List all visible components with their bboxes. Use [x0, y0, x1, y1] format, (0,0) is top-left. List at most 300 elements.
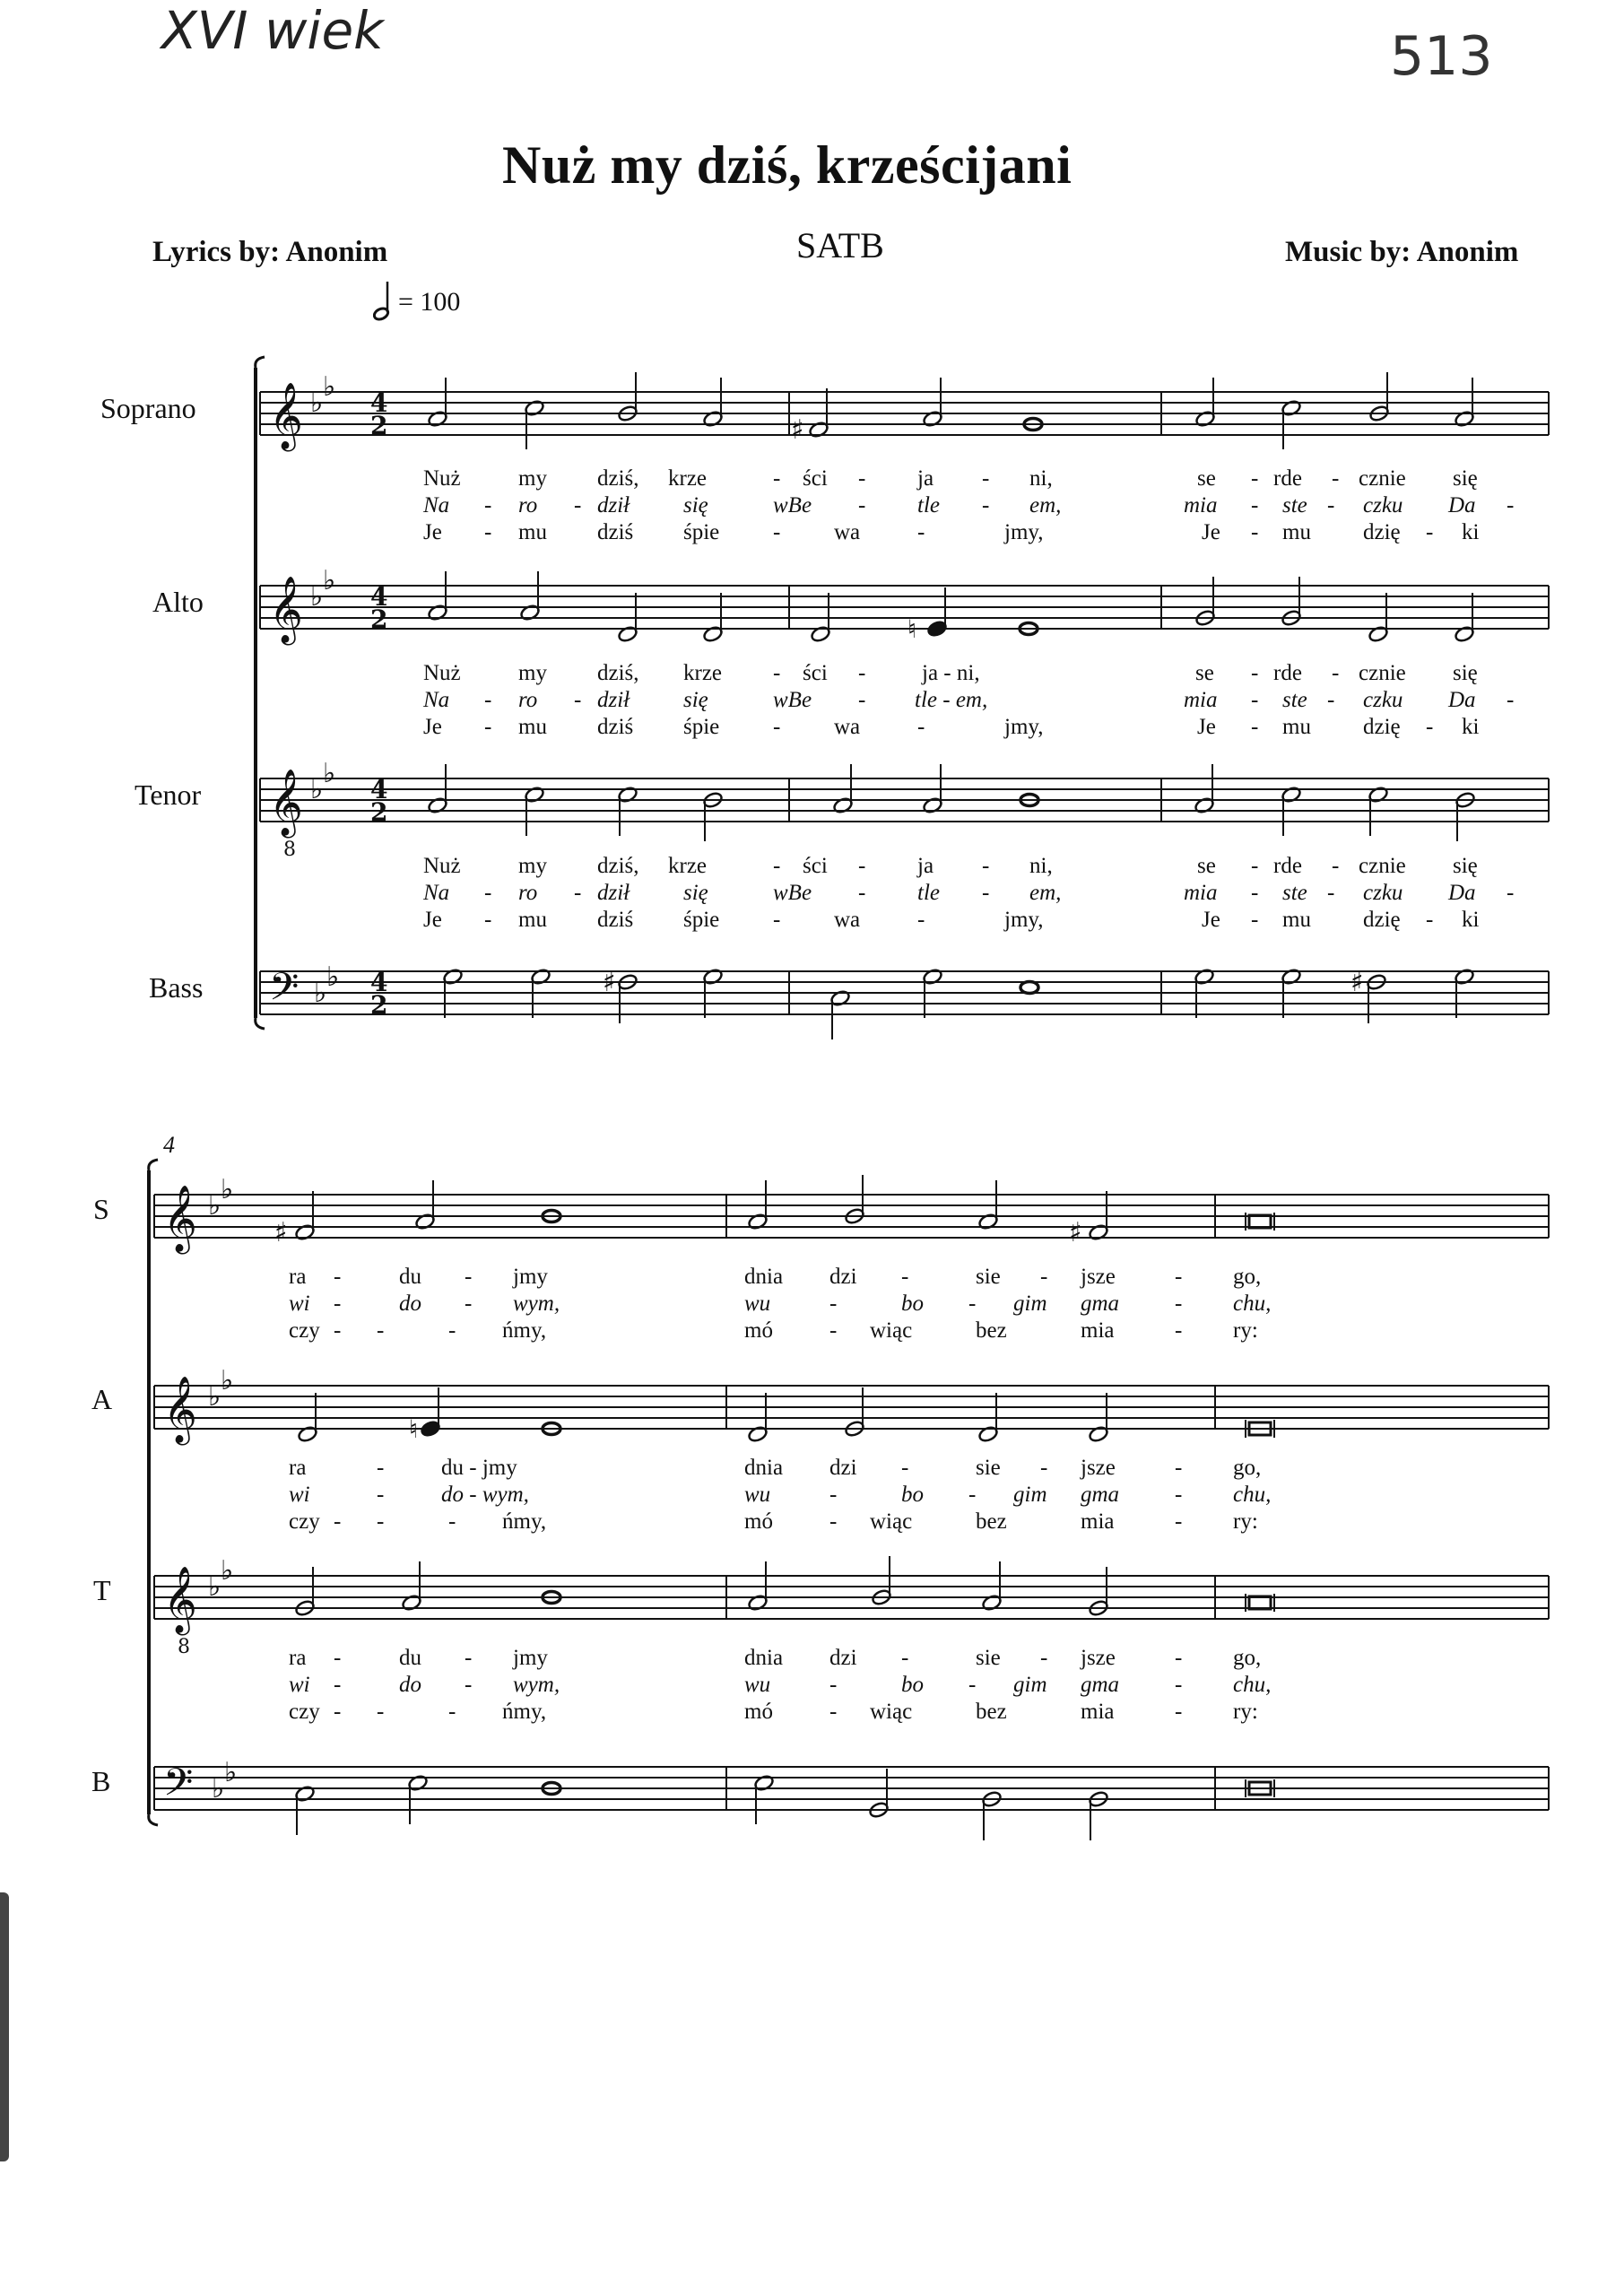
lyric-syllable: - [1251, 908, 1259, 932]
lyric-syllable: - [1175, 1265, 1183, 1289]
lyric-syllable: du [399, 1265, 421, 1289]
lyric-syllable: dzię [1363, 520, 1401, 544]
lyric-syllable: - [1175, 1673, 1183, 1697]
bass-clef-icon: 𝄢 [163, 1761, 194, 1814]
sharp-icon: ♯ [1069, 1217, 1082, 1248]
lyric-syllable: - [465, 1292, 473, 1316]
lyric-syllable: dził [597, 688, 630, 712]
lyric-syllable: - [1251, 854, 1259, 878]
lyric-syllable: Nuż [423, 466, 461, 491]
lyric-syllable: - [901, 1646, 909, 1670]
lyric-syllable: Da [1448, 688, 1476, 712]
lyric-syllable: se [1195, 661, 1214, 685]
lyric-syllable: - [829, 1673, 838, 1697]
measure-number: 4 [163, 1132, 175, 1158]
lyric-syllable: śpie [683, 520, 720, 544]
lyric-syllable: dzi [829, 1646, 857, 1670]
lyric-syllable: wu [744, 1673, 771, 1697]
lyric-syllable: dnia [744, 1646, 784, 1670]
lyric-syllable: krze [668, 466, 708, 491]
lyric-syllable: wi [289, 1483, 310, 1507]
lyric-syllable: krze [668, 854, 708, 878]
lyric-syllable: bez [976, 1700, 1007, 1724]
lyric-syllable: się [1453, 466, 1478, 491]
label-tenor: Tenor [135, 778, 202, 811]
flat-icon: ♭ [208, 1381, 221, 1413]
time-sig-bottom: 2 [370, 990, 388, 1020]
label-alto: Alto [152, 586, 204, 618]
lyric-syllable: - [858, 854, 866, 878]
lyric-syllable: - [1327, 493, 1335, 517]
lyric-syllable: mu [518, 715, 547, 739]
lyric-syllable: do - wym, [441, 1483, 529, 1507]
lyric-syllable: ni, [1029, 854, 1053, 878]
lyric-syllable: my [518, 854, 547, 878]
lyric-syllable: chu, [1233, 1673, 1272, 1697]
lyric-syllable: - [334, 1292, 342, 1316]
lyric-syllable: Je [1202, 520, 1220, 544]
lyric-syllable: Da [1448, 493, 1476, 517]
lyric-syllable: - [773, 854, 781, 878]
lyric-syllable: - [334, 1318, 342, 1343]
treble-clef-icon: 𝄞 [163, 1186, 197, 1252]
lyric-syllable: Na [423, 688, 450, 712]
sharp-icon: ♯ [603, 967, 616, 998]
lyric-syllable: sie [976, 1456, 1001, 1480]
voicing-label: SATB [796, 225, 884, 265]
lyric-syllable: dziś [597, 908, 634, 932]
lyric-syllable: - [917, 715, 925, 739]
lyric-syllable: mu [1282, 908, 1311, 932]
lyric-syllable: chu, [1233, 1483, 1272, 1507]
lyric-syllable: czy [289, 1318, 320, 1343]
lyric-syllable: dziś, [597, 854, 639, 878]
lyric-syllable: Na [423, 881, 450, 905]
lyric-syllable: bo [901, 1292, 924, 1316]
lyric-syllable: cznie [1359, 661, 1406, 685]
lyric-syllable: mó [744, 1318, 773, 1343]
lyric-syllable: ni, [1029, 466, 1053, 491]
lyric-syllable: - [1175, 1700, 1183, 1724]
label-soprano: Soprano [100, 392, 196, 424]
lyric-syllable: - [574, 881, 582, 905]
lyric-syllable: - [829, 1292, 838, 1316]
lyric-syllable: - [1040, 1456, 1048, 1480]
lyric-syllable: mia [1184, 881, 1218, 905]
bass-clef-icon: 𝄢 [269, 965, 300, 1019]
lyric-syllable: - [1175, 1483, 1183, 1507]
treble-clef-icon: 𝄞 [269, 770, 303, 836]
lyric-syllable: - [858, 493, 866, 517]
time-sig-top: 4 [370, 968, 388, 997]
lyric-syllable: dnia [744, 1265, 784, 1289]
lyric-syllable: - [858, 881, 866, 905]
lyric-syllable: - [1040, 1265, 1048, 1289]
lyric-syllable: ra [289, 1456, 307, 1480]
lyric-syllable: - [484, 715, 492, 739]
lyric-syllable: - [1175, 1318, 1183, 1343]
lyric-syllable: się [683, 881, 708, 905]
lyric-syllable: dzię [1363, 908, 1401, 932]
lyric-syllable: mó [744, 1509, 773, 1534]
lyric-syllable: Da [1448, 881, 1476, 905]
lyric-syllable: chu, [1233, 1292, 1272, 1316]
lyric-syllable: mia [1081, 1700, 1115, 1724]
flat-icon: ♭ [326, 961, 340, 993]
lyric-syllable: - [982, 466, 990, 491]
lyric-syllable: wiąc [870, 1318, 913, 1343]
lyric-syllable: - [448, 1509, 456, 1534]
lyric-syllable: - [968, 1483, 977, 1507]
lyric-syllable: jmy [513, 1646, 548, 1670]
lyric-syllable: wym, [513, 1292, 560, 1316]
lyric-syllable: - [484, 520, 492, 544]
lyric-syllable: cznie [1359, 466, 1406, 491]
lyric-syllable: - [1251, 688, 1259, 712]
sharp-icon: ♯ [791, 414, 804, 446]
lyric-syllable: em, [1029, 493, 1062, 517]
sharp-icon: ♯ [1350, 967, 1364, 998]
lyric-syllable: gma [1081, 1483, 1120, 1507]
lyric-syllable: sie [976, 1646, 1001, 1670]
lyric-syllable: - [484, 908, 492, 932]
lyric-syllable: go, [1233, 1265, 1262, 1289]
lyric-syllable: - [1426, 520, 1434, 544]
lyric-syllable: se [1197, 466, 1216, 491]
lyric-syllable: wym, [513, 1673, 560, 1697]
lyric-syllable: my [518, 466, 547, 491]
lyric-syllable: mia [1184, 688, 1218, 712]
lyric-syllable: dziś [597, 715, 634, 739]
lyric-syllable: - [1175, 1456, 1183, 1480]
lyric-syllable: dzi [829, 1456, 857, 1480]
lyric-syllable: ja - ni, [922, 661, 980, 685]
lyric-syllable: - [858, 661, 866, 685]
treble-clef-icon: 𝄞 [269, 383, 303, 449]
scan-edge-shadow [0, 1892, 9, 2161]
lyric-syllable: wu [744, 1292, 771, 1316]
natural-icon: ♮ [409, 1414, 419, 1444]
lyric-syllable: ja [917, 854, 934, 878]
lyric-syllable: mu [1282, 520, 1311, 544]
flat-icon: ♭ [310, 581, 324, 613]
lyric-syllable: bo [901, 1673, 924, 1697]
lyric-syllable: gim [1013, 1483, 1047, 1507]
lyric-syllable: bez [976, 1509, 1007, 1534]
lyric-syllable: ki [1462, 520, 1480, 544]
lyric-syllable: - [1507, 493, 1515, 517]
lyric-syllable: dziś, [597, 661, 639, 685]
lyric-syllable: - [773, 661, 781, 685]
lyric-syllable: - [1251, 493, 1259, 517]
label-s: S [93, 1193, 109, 1225]
lyric-syllable: dzię [1363, 715, 1401, 739]
flat-icon: ♭ [212, 1773, 225, 1805]
lyric-syllable: - [1327, 688, 1335, 712]
lyric-syllable: ja [917, 466, 934, 491]
lyric-syllable: ńmy, [502, 1509, 547, 1534]
lyric-syllable: - [334, 1673, 342, 1697]
lyric-syllable: - [465, 1646, 473, 1670]
lyric-syllable: - [829, 1509, 838, 1534]
lyric-syllable: - [377, 1483, 385, 1507]
lyric-syllable: tle [917, 881, 940, 905]
lyric-syllable: - [1175, 1509, 1183, 1534]
lyric-syllable: mia [1081, 1318, 1115, 1343]
lyric-syllable: du - jmy [441, 1456, 517, 1480]
flat-icon: ♭ [323, 758, 336, 789]
lyric-syllable: - [829, 1483, 838, 1507]
lyric-syllable: gma [1081, 1673, 1120, 1697]
lyric-syllable: wi [289, 1292, 310, 1316]
time-sig-top: 4 [370, 388, 388, 418]
breve-note [1249, 1215, 1271, 1228]
lyric-syllable: - [982, 493, 990, 517]
lyric-syllable: - [968, 1292, 977, 1316]
flat-icon: ♭ [310, 387, 324, 419]
lyric-syllable: wBe [773, 493, 812, 517]
lyric-syllable: ra [289, 1646, 307, 1670]
lyric-syllable: - [773, 466, 781, 491]
lyric-syllable: - [829, 1318, 838, 1343]
lyric-syllable: jmy, [1004, 715, 1044, 739]
lyric-syllable: do [399, 1673, 421, 1697]
lyric-syllable: - [773, 715, 781, 739]
lyric-syllable: wiąc [870, 1509, 913, 1534]
lyric-syllable: Nuż [423, 661, 461, 685]
lyric-syllable: - [377, 1700, 385, 1724]
lyric-syllable: - [377, 1318, 385, 1343]
lyric-syllable: em, [1029, 881, 1062, 905]
treble-clef-icon: 𝄞 [163, 1567, 197, 1633]
lyric-syllable: wa [834, 715, 861, 739]
lyric-syllable: cznie [1359, 854, 1406, 878]
lyric-syllable: - [1251, 466, 1259, 491]
lyric-syllable: - [1426, 908, 1434, 932]
lyric-syllable: ste [1282, 493, 1307, 517]
lyric-syllable: wu [744, 1483, 771, 1507]
label-a: A [91, 1383, 113, 1415]
lyric-syllable: jmy, [1004, 520, 1044, 544]
time-sig-bottom: 2 [370, 797, 388, 827]
lyric-syllable: - [1327, 881, 1335, 905]
lyric-syllable: ki [1462, 715, 1480, 739]
lyric-syllable: jmy [513, 1265, 548, 1289]
lyric-syllable: Je [423, 908, 442, 932]
lyric-syllable: go, [1233, 1456, 1262, 1480]
lyric-syllable: - [1251, 661, 1259, 685]
time-sig-top: 4 [370, 775, 388, 804]
lyric-syllable: Je [423, 520, 442, 544]
lyric-syllable: mu [1282, 715, 1311, 739]
flat-icon: ♭ [224, 1757, 238, 1788]
lyric-syllable: - [1175, 1292, 1183, 1316]
whole-note [1020, 982, 1038, 994]
time-sig-bottom: 2 [370, 411, 388, 440]
lyric-syllable: - [1040, 1646, 1048, 1670]
lyric-syllable: - [917, 520, 925, 544]
lyric-syllable: wa [834, 908, 861, 932]
lyric-syllable: wi [289, 1673, 310, 1697]
lyric-syllable: - [901, 1456, 909, 1480]
sharp-icon: ♯ [274, 1217, 288, 1248]
lyric-syllable: ńmy, [502, 1700, 547, 1724]
lyric-syllable: Na [423, 493, 450, 517]
lyric-syllable: - [982, 881, 990, 905]
lyric-syllable: rde [1273, 661, 1302, 685]
lyric-syllable: czku [1363, 688, 1403, 712]
flat-icon: ♭ [221, 1555, 234, 1587]
lyrics-credit: Lyrics by: Anonim [152, 236, 388, 268]
lyric-syllable: - [484, 493, 492, 517]
lyric-syllable: się [1453, 661, 1478, 685]
label-bass: Bass [149, 971, 204, 1004]
lyric-syllable: - [1332, 661, 1340, 685]
lyric-syllable: - [377, 1456, 385, 1480]
lyric-syllable: - [574, 688, 582, 712]
lyric-syllable: - [334, 1265, 342, 1289]
lyric-syllable: czku [1363, 493, 1403, 517]
lyric-syllable: - [448, 1700, 456, 1724]
lyric-syllable: ro [518, 688, 538, 712]
lyric-syllable: ści [803, 854, 828, 878]
flat-icon: ♭ [221, 1174, 234, 1205]
lyric-syllable: ry: [1233, 1509, 1258, 1534]
flat-icon: ♭ [221, 1365, 234, 1396]
lyric-syllable: Je [423, 715, 442, 739]
lyric-syllable: mia [1184, 493, 1218, 517]
lyric-syllable: - [773, 520, 781, 544]
lyric-syllable: - [377, 1509, 385, 1534]
lyric-syllable: - [1251, 520, 1259, 544]
lyric-syllable: tle [917, 493, 940, 517]
lyric-syllable: du [399, 1646, 421, 1670]
lyric-syllable: do [399, 1292, 421, 1316]
lyric-syllable: ki [1462, 908, 1480, 932]
lyric-syllable: ści [803, 466, 828, 491]
lyric-syllable: dził [597, 493, 630, 517]
lyric-syllable: czy [289, 1700, 320, 1724]
lyric-syllable: ry: [1233, 1318, 1258, 1343]
lyric-syllable: gma [1081, 1292, 1120, 1316]
lyric-syllable: się [683, 493, 708, 517]
lyric-syllable: mó [744, 1700, 773, 1724]
lyric-syllable: wa [834, 520, 861, 544]
lyric-syllable: - [1507, 688, 1515, 712]
lyric-syllable: - [1175, 1646, 1183, 1670]
lyric-syllable: - [334, 1509, 342, 1534]
lyric-syllable: ste [1282, 688, 1307, 712]
lyric-syllable: - [982, 854, 990, 878]
lyric-syllable: jsze [1081, 1265, 1116, 1289]
lyric-syllable: gim [1013, 1673, 1047, 1697]
lyric-syllable: ro [518, 493, 538, 517]
lyric-syllable: - [968, 1673, 977, 1697]
flat-icon: ♭ [323, 371, 336, 403]
page-number-annotation: 513 [1390, 25, 1493, 88]
lyric-syllable: ro [518, 881, 538, 905]
lyric-syllable: dzi [829, 1265, 857, 1289]
lyric-syllable: mia [1081, 1509, 1115, 1534]
lyric-syllable: - [1332, 466, 1340, 491]
flat-icon: ♭ [314, 978, 327, 1009]
lyric-syllable: - [917, 908, 925, 932]
lyric-syllable: - [829, 1700, 838, 1724]
lyric-syllable: se [1197, 854, 1216, 878]
lyric-syllable: tle - em, [915, 688, 988, 712]
lyric-syllable: - [1251, 715, 1259, 739]
lyric-syllable: - [484, 881, 492, 905]
lyric-syllable: rde [1273, 466, 1302, 491]
lyric-syllable: śpie [683, 715, 720, 739]
lyric-syllable: dził [597, 881, 630, 905]
lyric-syllable: mu [518, 908, 547, 932]
natural-icon: ♮ [908, 614, 917, 644]
lyric-syllable: gim [1013, 1292, 1047, 1316]
flat-icon: ♭ [310, 774, 324, 805]
treble-clef-icon: 𝄞 [163, 1377, 197, 1443]
lyric-syllable: - [1332, 854, 1340, 878]
lyric-syllable: - [465, 1265, 473, 1289]
lyric-syllable: go, [1233, 1646, 1262, 1670]
tempo-value: = 100 [398, 287, 461, 317]
lyric-syllable: - [1507, 881, 1515, 905]
lyric-syllable: jsze [1081, 1456, 1116, 1480]
century-annotation: XVI wiek [161, 0, 384, 61]
lyric-syllable: mu [518, 520, 547, 544]
lyric-syllable: jsze [1081, 1646, 1116, 1670]
lyric-syllable: - [773, 908, 781, 932]
time-sig-top: 4 [370, 582, 388, 612]
label-b: B [91, 1765, 111, 1797]
lyric-syllable: czku [1363, 881, 1403, 905]
lyric-syllable: - [858, 466, 866, 491]
breve-note [1249, 1596, 1271, 1609]
lyric-syllable: ści [803, 661, 828, 685]
octave-mark: 8 [283, 839, 296, 861]
lyric-syllable: dziś, [597, 466, 639, 491]
time-sig-bottom: 2 [370, 604, 388, 634]
lyric-syllable: my [518, 661, 547, 685]
lyric-syllable: się [683, 688, 708, 712]
lyric-syllable: ry: [1233, 1700, 1258, 1724]
page-title: Nuż my dziś, krześcijani [502, 135, 1073, 195]
lyric-syllable: - [465, 1673, 473, 1697]
lyric-syllable: wBe [773, 688, 812, 712]
flat-icon: ♭ [208, 1571, 221, 1603]
lyric-syllable: ra [289, 1265, 307, 1289]
lyric-syllable: - [448, 1318, 456, 1343]
lyric-syllable: śpie [683, 908, 720, 932]
lyric-syllable: Je [1197, 715, 1216, 739]
lyric-syllable: jmy, [1004, 908, 1044, 932]
treble-clef-icon: 𝄞 [269, 577, 303, 643]
lyric-syllable: - [858, 688, 866, 712]
lyric-syllable: bez [976, 1318, 1007, 1343]
lyric-syllable: - [1251, 881, 1259, 905]
lyric-syllable: - [484, 688, 492, 712]
lyric-syllable: krze [683, 661, 723, 685]
flat-icon: ♭ [208, 1190, 221, 1222]
lyric-syllable: ńmy, [502, 1318, 547, 1343]
lyric-syllable: - [574, 493, 582, 517]
lyric-syllable: wBe [773, 881, 812, 905]
lyric-syllable: - [1426, 715, 1434, 739]
lyric-syllable: wiąc [870, 1700, 913, 1724]
lyric-syllable: - [334, 1700, 342, 1724]
lyric-syllable: sie [976, 1265, 1001, 1289]
lyric-syllable: - [334, 1646, 342, 1670]
